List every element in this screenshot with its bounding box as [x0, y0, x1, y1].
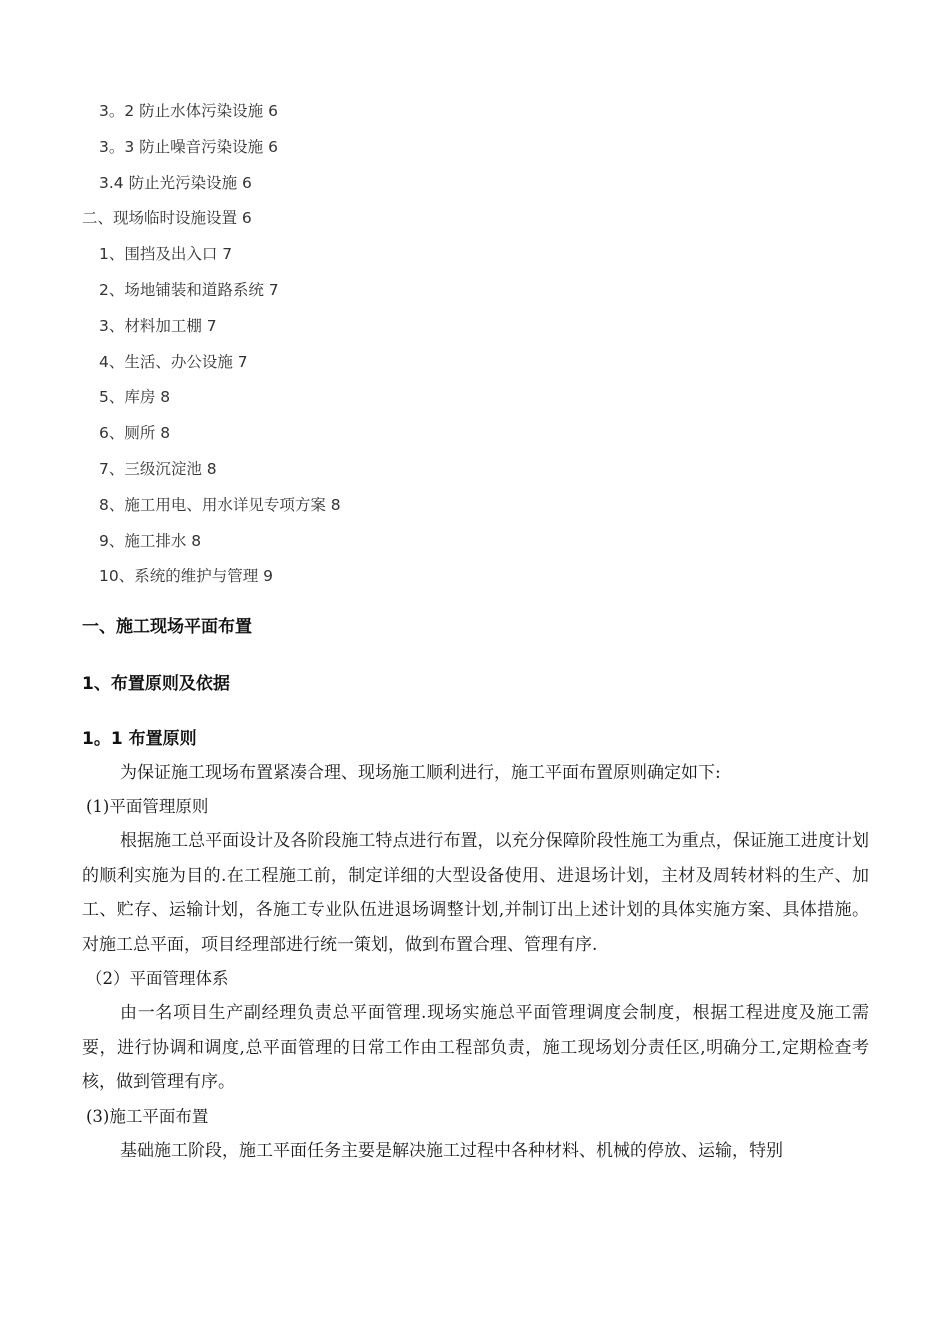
toc-entry[interactable]: 1、围挡及出入口 7	[99, 245, 233, 264]
toc-entry[interactable]: 二、现场临时设施设置 6	[82, 209, 252, 228]
body-paragraph: 根据施工总平面设计及各阶段施工特点进行布置，以充分保障阶段性施工为重点，保证施工进度计划的顺利实施为目的.在工程施工前，制定详细的大型设备使用、进退场计划，主材及周转材料的生产、加工、贮存、运输计划，各施工专业队伍进退场调整计划,并制订出上述计划的具体实施方案、具体措施。对施工总平面，项目经理部进行统一策划，做到布置合理、管理有序.	[82, 831, 869, 955]
document-body	[82, 610, 869, 1168]
toc-entry[interactable]: 8、施工用电、用水详见专项方案 8	[99, 495, 341, 514]
toc-entry[interactable]: 3.4 防止光污染设施 6	[99, 173, 252, 192]
paragraph-label: (3)施工平面布置	[86, 1106, 209, 1126]
toc-entry[interactable]: 9、施工排水 8	[99, 531, 202, 550]
toc-entry[interactable]: 4、生活、办公设施 7	[99, 352, 248, 371]
toc-entry[interactable]: 5、库房 8	[99, 388, 171, 407]
subsection-heading: 1、布置原则及依据	[82, 674, 230, 694]
body-paragraph: 基础施工阶段，施工平面任务主要是解决施工过程中各种材料、机械的停放、运输，特别	[120, 1140, 783, 1161]
toc-entry[interactable]: 10、系统的维护与管理 9	[99, 567, 274, 586]
intro-paragraph: 为保证施工现场布置紧凑合理、现场施工顺利进行，施工平面布置原则确定如下:	[120, 763, 721, 783]
paragraph-label: (1)平面管理原则	[86, 797, 209, 816]
table-of-contents	[82, 96, 882, 597]
paragraph-label: （2）平面管理体系	[86, 969, 229, 988]
toc-entry[interactable]: 3。3 防止噪音污染设施 6	[99, 137, 278, 156]
subsubsection-heading: 1。1 布置原则	[82, 729, 197, 749]
toc-entry[interactable]: 7、三级沉淀池 8	[99, 459, 217, 478]
toc-entry[interactable]: 2、场地铺装和道路系统 7	[99, 280, 279, 299]
toc-entry[interactable]: 3、材料加工棚 7	[99, 316, 217, 335]
body-paragraph: 由一名项目生产副经理负责总平面管理.现场实施总平面管理调度会制度，根据工程进度及施工需要，进行协调和调度,总平面管理的日常工作由工程部负责，施工现场划分责任区,明确分工,定期检查考核，做到管理有序。	[82, 1003, 869, 1092]
section-heading: 一、施工现场平面布置	[82, 617, 252, 637]
toc-entry[interactable]: 6、厕所 8	[99, 424, 171, 443]
toc-entry[interactable]: 3。2 防止水体污染设施 6	[99, 102, 278, 120]
